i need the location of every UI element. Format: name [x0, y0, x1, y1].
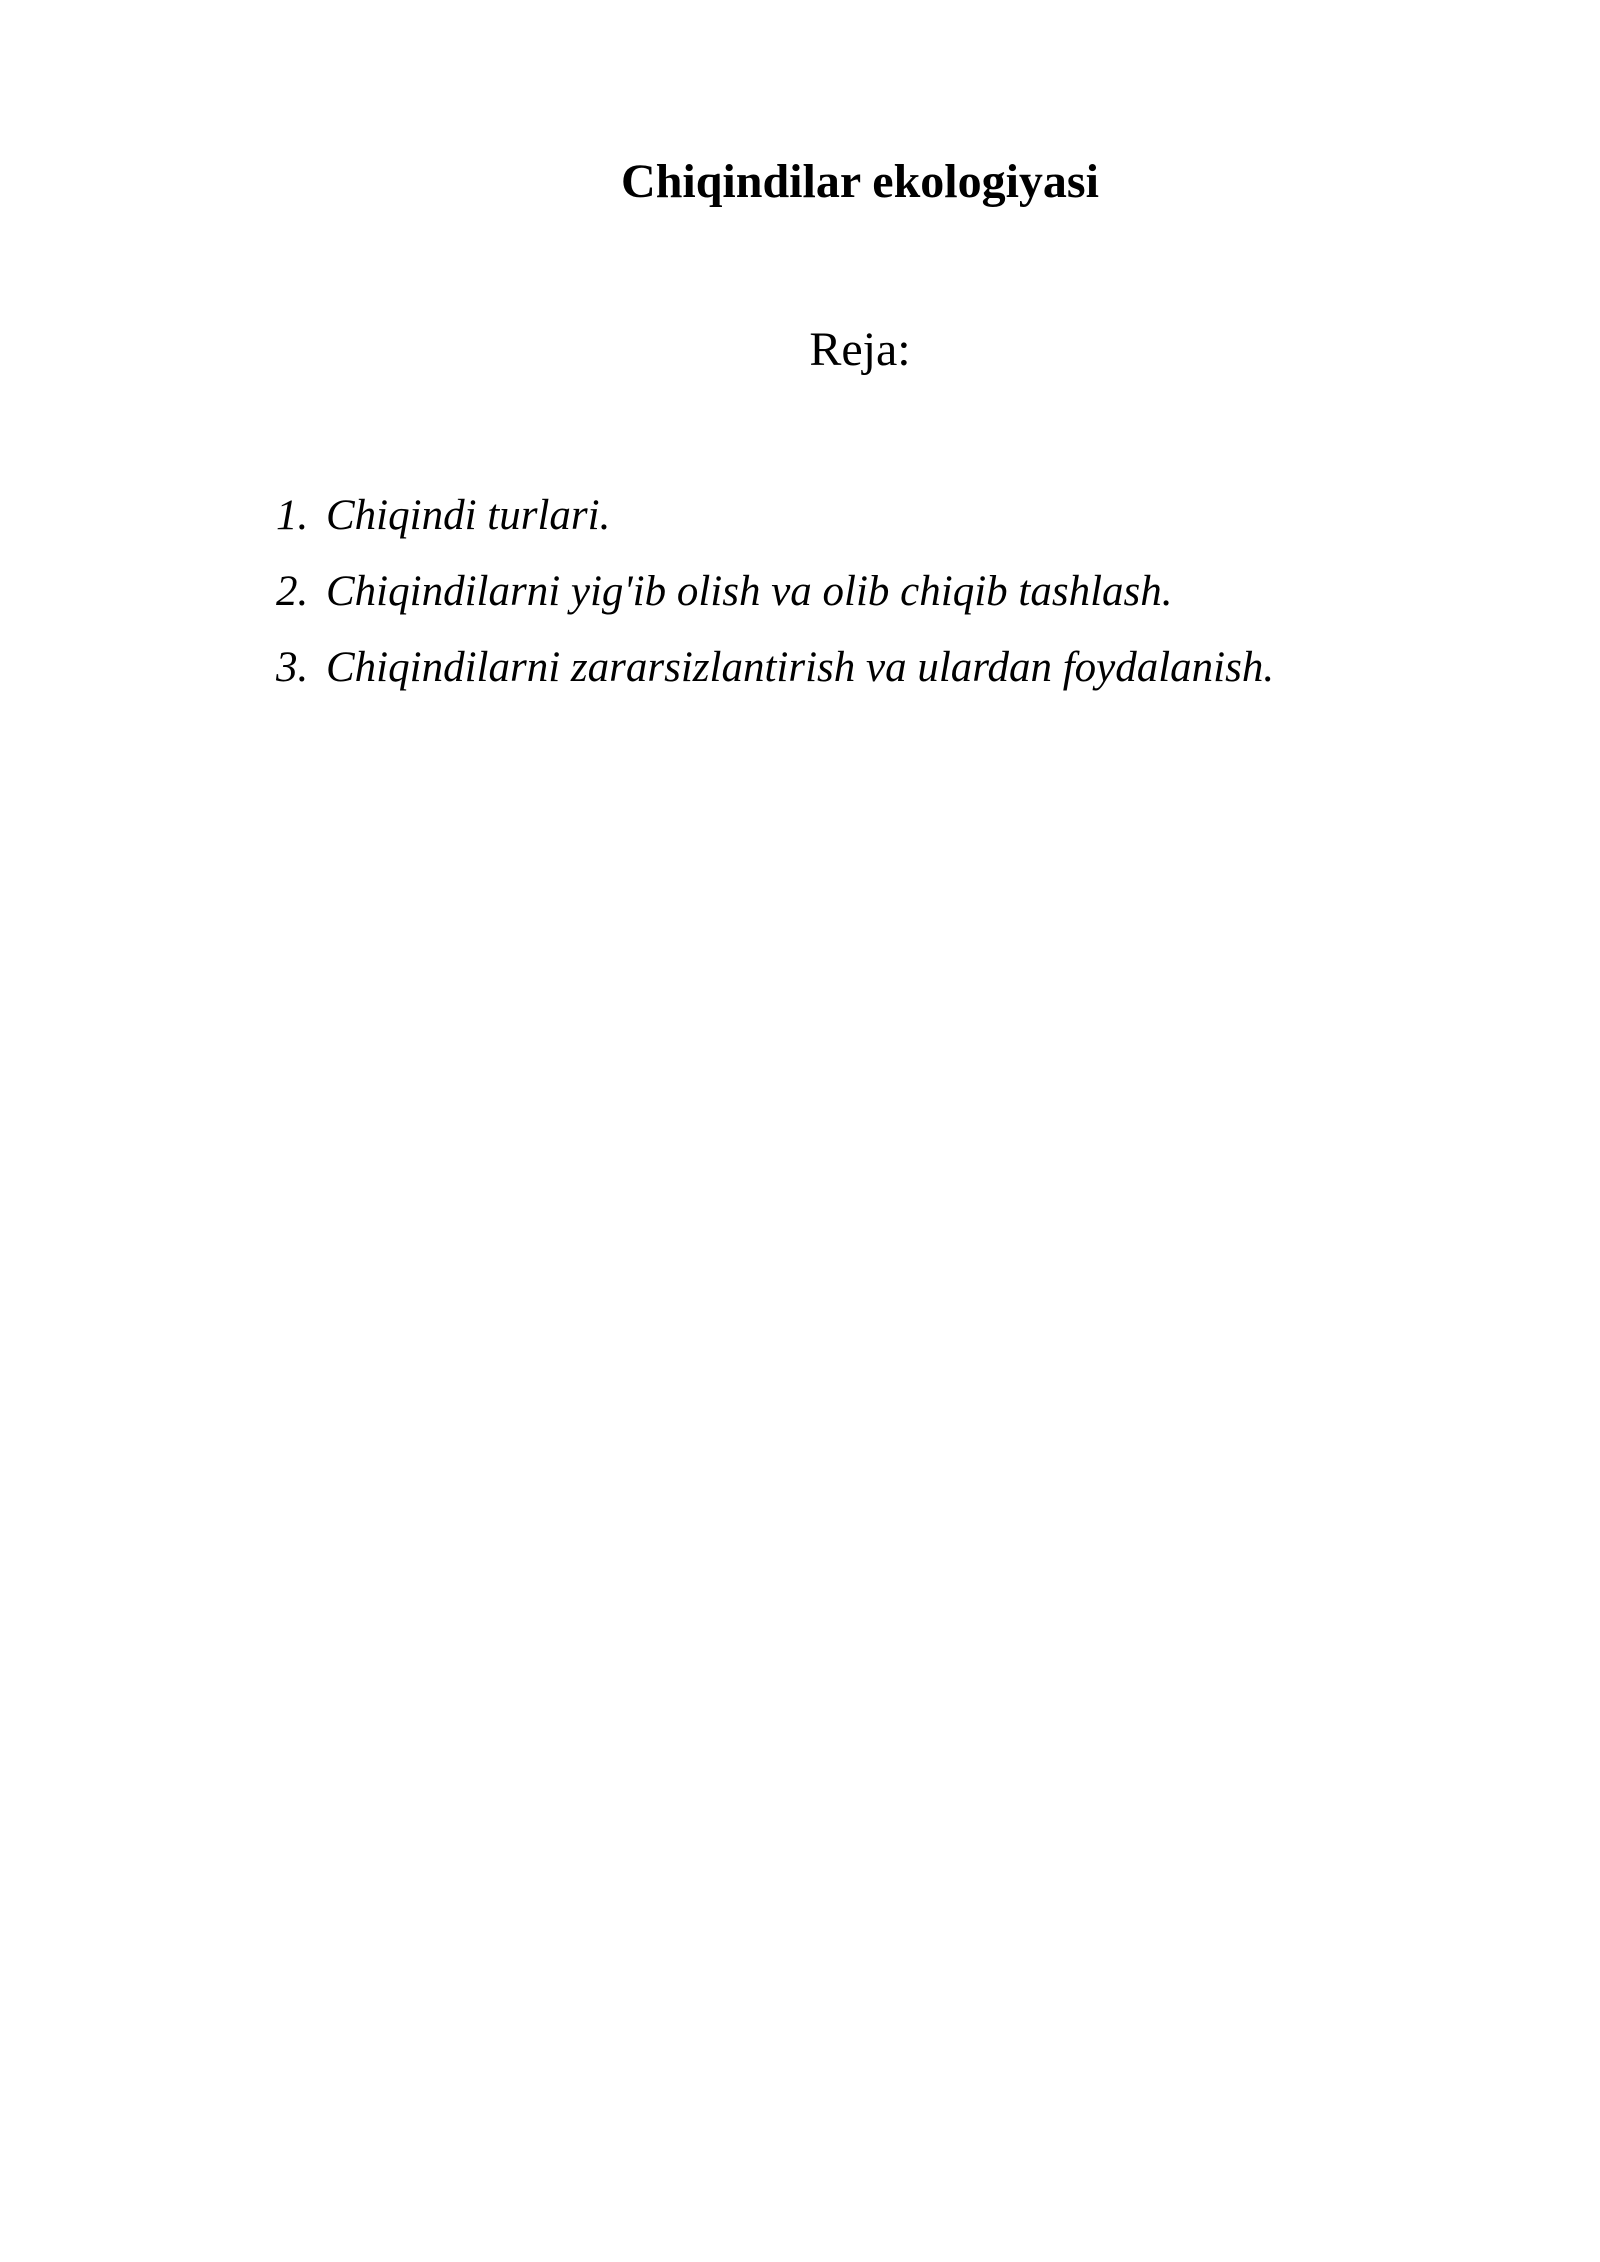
plan-item-text: Chiqindilarni zararsizlantirish va ulardan foydalanish. — [326, 644, 1275, 691]
plan-item-number: 2. — [276, 568, 309, 615]
plan-item-text: Chiqindi turlari. — [326, 492, 611, 539]
plan-list — [276, 484, 1274, 712]
plan-item — [276, 560, 1274, 636]
plan-item-number: 1. — [276, 492, 309, 539]
document-title: Chiqindilar ekologiyasi — [621, 155, 1099, 208]
plan-item-number: 3. — [276, 644, 309, 691]
plan-item — [276, 636, 1274, 712]
plan-item-text: Chiqindilarni yig'ib olish va olib chiqib tashlash. — [326, 568, 1173, 615]
plan-item — [276, 484, 1274, 560]
plan-heading: Reja: — [809, 323, 911, 376]
